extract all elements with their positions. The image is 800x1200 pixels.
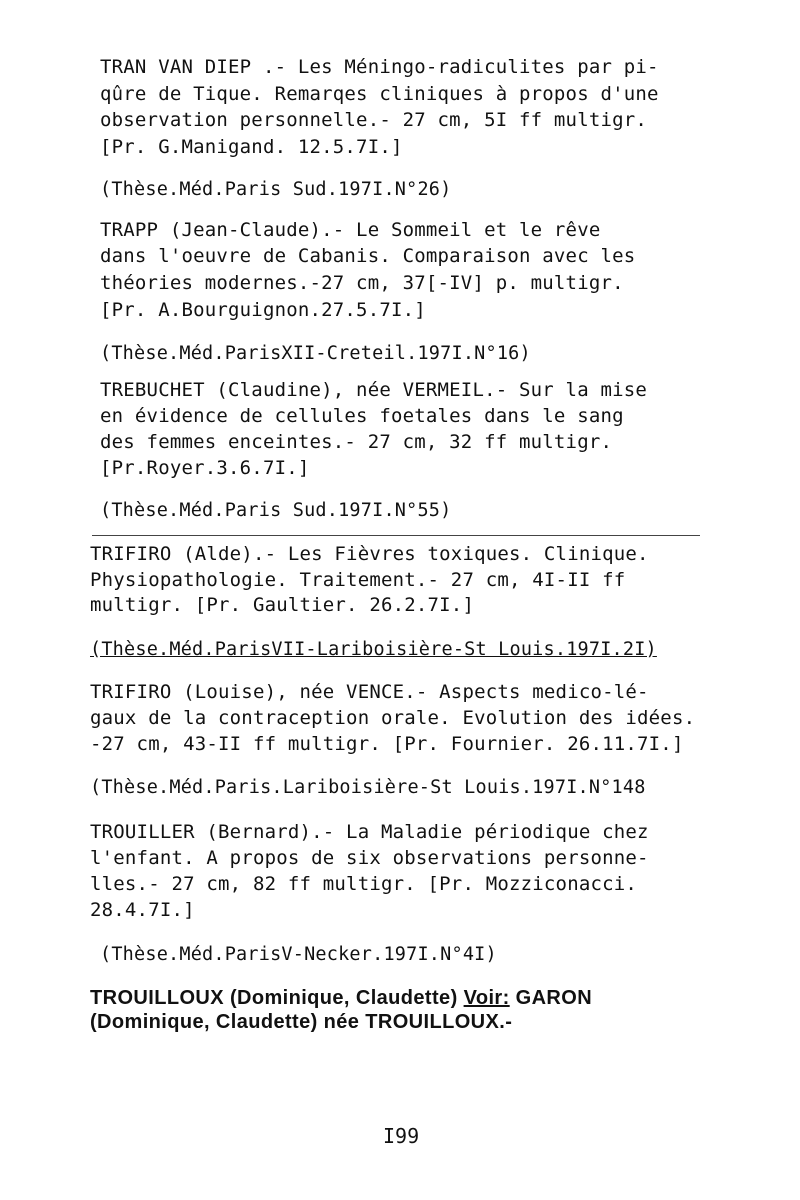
entry-1-line-2: qûre de Tique. Remarqes cliniques à propos d'une (100, 83, 659, 105)
cross-reference-target: GARON (509, 987, 593, 1009)
entry-2-thesis: (Thèse.Méd.ParisXII-Creteil.197I.N°16) (100, 343, 531, 364)
entry-3-line-3: des femmes enceintes.- 27 cm, 32 ff multigr. (100, 431, 613, 453)
entry-1-line-1: TRAN VAN DIEP .- Les Méningo-radiculites par pi- (100, 56, 659, 78)
entry-6-thesis: (Thèse.Méd.ParisV-Necker.197I.N°4I) (100, 944, 497, 965)
entry-1-line-4: [Pr. G.Manigand. 12.5.7I.] (100, 136, 403, 158)
cross-reference-line-1 (90, 985, 592, 1011)
cross-reference-name: TROUILLOUX (Dominique, Claudette) (90, 987, 464, 1009)
entry-1-line-3: observation personnelle.- 27 cm, 5I ff multigr. (100, 109, 648, 131)
entry-3-line-4: [Pr.Royer.3.6.7I.] (100, 457, 310, 479)
entry-4-thesis: (Thèse.Méd.ParisVII-Lariboisière-St Louis.197I.2I) (90, 639, 657, 660)
entry-3-thesis: (Thèse.Méd.Paris Sud.197I.N°55) (100, 500, 452, 521)
cross-reference-line-2: (Dominique, Claudette) née TROUILLOUX.- (90, 1011, 513, 1033)
entry-1-thesis: (Thèse.Méd.Paris Sud.197I.N°26) (100, 179, 452, 200)
entry-2-line-2: dans l'oeuvre de Cabanis. Comparaison avec les (100, 245, 636, 267)
voir-label: Voir: (463, 987, 510, 1009)
separator-rule (92, 535, 700, 536)
entry-6-line-4: 28.4.7I.] (90, 899, 195, 921)
entry-6-line-1: TROUILLER (Bernard).- La Maladie périodique chez (90, 821, 649, 843)
entry-6-line-2: l'enfant. A propos de six observations personne- (90, 847, 649, 869)
entry-3-line-2: en évidence de cellules foetales dans le sang (100, 405, 624, 427)
entry-4-line-3: multigr. [Pr. Gaultier. 26.2.7I.] (90, 594, 475, 616)
entry-5-thesis: (Thèse.Méd.Paris.Lariboisière-St Louis.197I.N°148 (90, 777, 646, 798)
entry-6-line-3: lles.- 27 cm, 82 ff multigr. [Pr. Mozziconacci. (90, 873, 638, 895)
entry-4-line-1: TRIFIRO (Alde).- Les Fièvres toxiques. Clinique. (90, 543, 649, 565)
entry-2-line-4: [Pr. A.Bourguignon.27.5.7I.] (100, 299, 426, 321)
entry-5-line-1: TRIFIRO (Louise), née VENCE.- Aspects medico-lé- (90, 681, 649, 703)
entry-4-line-2: Physiopathologie. Traitement.- 27 cm, 4I-II ff (90, 569, 626, 591)
entry-2-line-3: théories modernes.-27 cm, 37[-IV] p. multigr. (100, 272, 624, 294)
entry-3-line-1: TREBUCHET (Claudine), née VERMEIL.- Sur la mise (100, 379, 648, 401)
entry-5-line-2: gaux de la contraception orale. Evolution des idées. (90, 707, 696, 729)
page-number: I99 (383, 1124, 420, 1148)
entry-2-line-1: TRAPP (Jean-Claude).- Le Sommeil et le rêve (100, 219, 601, 241)
entry-5-line-3: -27 cm, 43-II ff multigr. [Pr. Fournier. 26.11.7I.] (90, 733, 684, 755)
